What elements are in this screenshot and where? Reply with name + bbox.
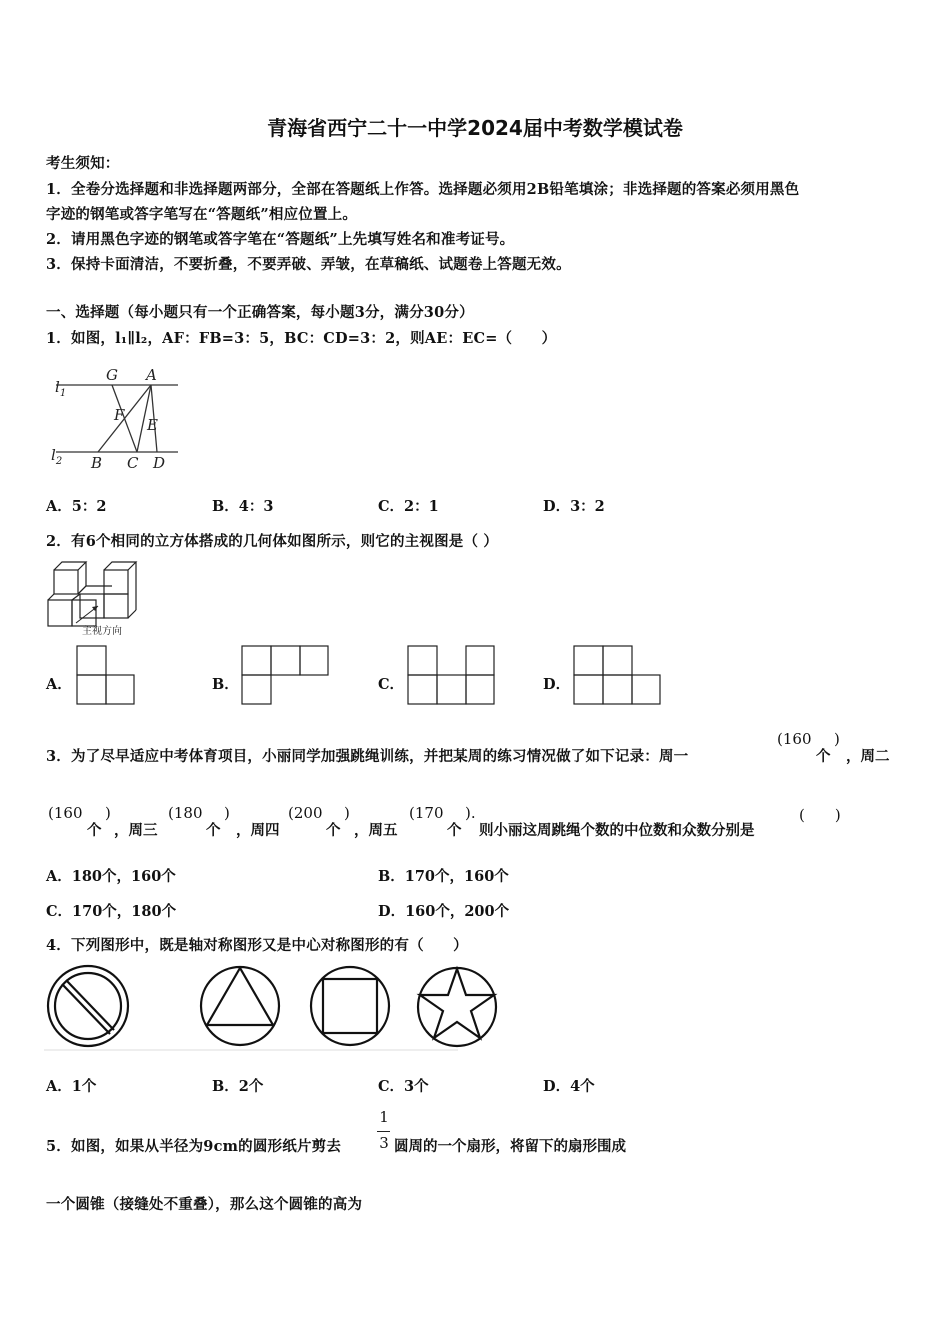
notice-item-2: 2．请用黑色字迹的钢笔或答字笔在“答题纸”上先填写姓名和准考证号。 [46,231,515,248]
label-l2: $l_2$ [51,446,63,467]
q2-option-b: B． [212,676,239,693]
q2-option-c-figure [407,645,497,705]
q4-option-d: D．4个 [543,1078,595,1095]
q3-thursday-unit: 个 [326,822,341,839]
q3-stem-end: 则小丽这周跳绳个数的中位数和众数分别是 [479,822,755,839]
view-direction-label: 主视方向 [82,626,122,637]
q5-fraction-numerator: 1 [379,1108,389,1126]
q4-figures [44,962,458,1052]
q3-monday-unit: 个 [816,748,831,765]
q3-tuesday-unit: 个 [87,822,102,839]
q3-friday-label: ，周五 [354,822,398,839]
q5-stem-start: 5．如图，如果从半径为9cm的圆形纸片剪去 [46,1138,342,1155]
label-l1: $l_1$ [55,378,67,399]
label-c: C [127,454,139,472]
notice-item-3: 3．保持卡面清洁，不要折叠，不要弄破、弄皱，在草稿纸、试题卷上答题无效。 [46,256,571,273]
q1-option-d: D．3：2 [543,498,605,515]
q3-friday-value: (170 [409,804,444,822]
q3-tuesday-close: ) [105,804,111,822]
q2-option-a: A． [46,676,72,693]
q3-after-monday: ，周二 [846,748,890,765]
q4-option-a: A．1个 [46,1078,97,1095]
label-e: E [147,416,158,434]
q2-option-b-figure [241,645,331,705]
q1-option-b: B．4：3 [212,498,274,515]
q3-option-b: B．170个，160个 [378,868,509,885]
q2-option-c: C． [378,676,405,693]
q4-stem: 4．下列图形中，既是轴对称图形又是中心对称图形的有（ ） [46,937,468,954]
q3-thursday-value: (200 [288,804,323,822]
circle-with-slash-figure [48,966,128,1046]
q2-cube-figure [46,560,146,638]
section-heading: 一、选择题（每小题只有一个正确答案，每小题3分，满分30分） [46,304,474,321]
circle-with-triangle-figure [201,967,279,1045]
q2-option-a-figure [76,645,136,705]
q3-option-d: D．160个，200个 [378,903,510,920]
q3-answer-blank: ( ) [799,806,841,824]
circle-with-star-figure [418,968,496,1046]
q1-option-c: C．2：1 [378,498,439,515]
q5-fraction-denominator: 3 [379,1134,389,1152]
q3-stem-start: 3．为了尽早适应中考体育项目，小丽同学加强跳绳训练，并把某周的练习情况做了如下记录：周一 [46,748,689,765]
q3-option-c: C．170个，180个 [46,903,177,920]
notice-heading: 考生须知： [46,155,120,172]
q3-thursday-close: ) [344,804,350,822]
label-b: B [91,454,103,472]
q3-wednesday-close: ) [224,804,230,822]
q1-option-a: A．5：2 [46,498,107,515]
q1-figure [46,362,186,477]
q2-option-d-figure [573,645,663,705]
label-g: G [106,366,118,384]
q5-line-2: 一个圆锥（接缝处不重叠），那么这个圆锥的高为 [46,1196,363,1213]
q3-wednesday-value: (180 [168,804,203,822]
q3-monday-close: ) [834,730,840,748]
q5-stem-end: 圆周的一个扇形，将留下的扇形围成 [394,1138,626,1155]
q3-tuesday-value: (160 [48,804,83,822]
q4-option-c: C．3个 [378,1078,429,1095]
label-a: A [146,366,157,384]
q2-stem: 2．有6个相同的立方体搭成的几何体如图所示，则它的主视图是（ ） [46,533,499,550]
q3-thursday-label: ，周四 [236,822,280,839]
page-title: 青海省西宁二十一中学2024届中考数学模试卷 [267,116,683,140]
q1-stem: 1．如图，l₁∥l₂，AF：FB=3：5，BC：CD=3：2，则AE：EC=（ ） [46,330,557,347]
circle-with-square-figure [311,967,389,1045]
q5-fraction-bar [377,1131,390,1132]
q3-friday-close: ). [465,804,476,822]
notice-item-1-line-1: 1．全卷分选择题和非选择题两部分，全部在答题纸上作答。选择题必须用2B铅笔填涂；非选择题的答案必须用黑色 [46,181,800,198]
q3-friday-unit: 个 [447,822,462,839]
q4-option-b: B．2个 [212,1078,264,1095]
q3-option-a: A．180个，160个 [46,868,176,885]
q2-option-d: D． [543,676,571,693]
q3-wednesday-unit: 个 [206,822,221,839]
q3-wednesday-label: ，周三 [114,822,158,839]
label-f: F [114,406,125,424]
segment-ab [98,385,151,452]
notice-item-1-line-2: 字迹的钢笔或答字笔写在“答题纸”相应位置上。 [46,206,358,223]
q3-monday-value: (160 [777,730,812,748]
label-d: D [153,454,166,472]
